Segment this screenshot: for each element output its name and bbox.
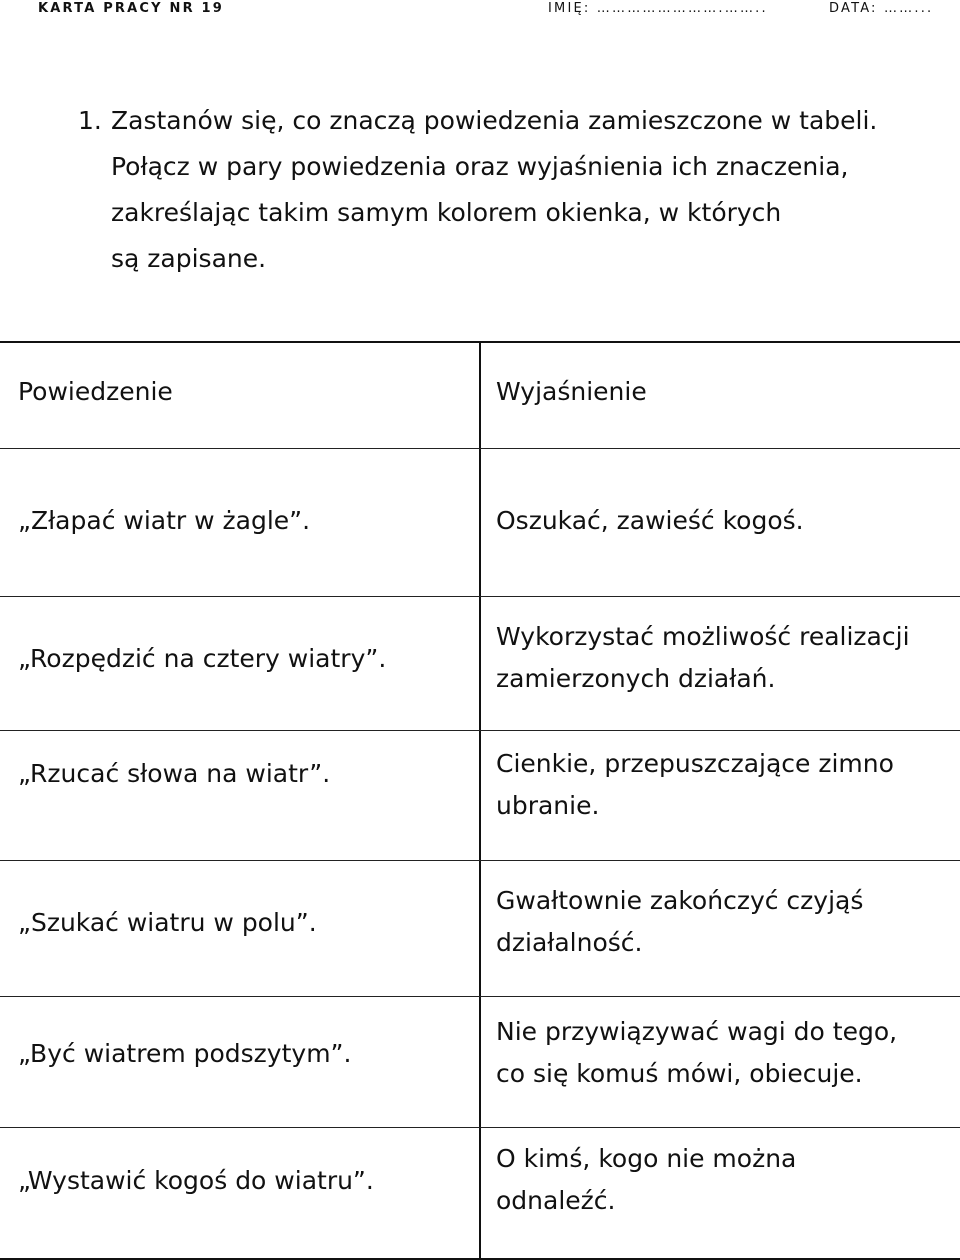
task-number: 1. [78,106,102,135]
saying-cell[interactable] [18,1033,468,1075]
explanation-cell[interactable] [496,743,951,827]
explanation-text: O kimś, kogo nie można [496,1144,797,1173]
saying-text: „Szukać wiatru w polu”. [18,908,317,937]
header-explanation [496,371,951,413]
table-row [0,596,960,731]
explanation-text: Oszukać, zawieść kogoś. [496,506,804,535]
saying-cell[interactable] [18,902,468,944]
saying-cell[interactable] [18,753,468,795]
matching-table [0,341,960,1260]
saying-cell[interactable] [18,638,468,680]
table-row [0,1127,960,1260]
explanation-text: działalność. [496,928,643,957]
table-header-row [0,343,960,449]
saying-text: „Być wiatrem podszytym”. [18,1039,352,1068]
explanation-cell[interactable] [496,616,951,700]
table-row [0,860,960,997]
explanation-text: Cienkie, przepuszczające zimno [496,749,894,778]
task-line: Połącz w pary powiedzenia oraz wyjaśnienia ich znaczenia, [111,152,849,181]
worksheet-header [0,0,960,24]
header-explanation-label: Wyjaśnienie [496,377,647,406]
explanation-cell[interactable] [496,500,951,542]
saying-text: „Złapać wiatr w żagle”. [18,506,311,535]
name-field-label: IMIĘ: …………………….…….. [548,1,768,16]
saying-text: „Rzucać słowa na wiatr”. [18,759,331,788]
saying-cell[interactable] [18,1160,468,1202]
header-saying [18,371,468,413]
date-field-label: DATA: ……... [829,1,934,16]
task-line: Zastanów się, co znaczą powiedzenia zamieszczone w tabeli. [111,106,878,135]
explanation-cell[interactable] [496,880,951,964]
table-row [0,996,960,1128]
worksheet-title: KARTA PRACY NR 19 [38,1,224,16]
explanation-text: co się komuś mówi, obiecuje. [496,1059,863,1088]
table-row [0,730,960,861]
explanation-cell[interactable] [496,1011,951,1095]
explanation-text: Nie przywiązywać wagi do tego, [496,1017,898,1046]
task-line: są zapisane. [111,244,267,273]
explanation-text: odnaleźć. [496,1186,616,1215]
explanation-text: Wykorzystać możliwość realizacji [496,622,910,651]
saying-text: „Rozpędzić na cztery wiatry”. [18,644,387,673]
explanation-text: zamierzonych działań. [496,664,776,693]
header-saying-label: Powiedzenie [18,377,173,406]
saying-text: „Wystawić kogoś do wiatru”. [18,1166,374,1195]
table-row [0,448,960,597]
task-text [111,98,941,282]
task-line: zakreślając takim samym kolorem okienka, w których [111,198,782,227]
explanation-text: ubranie. [496,791,600,820]
explanation-text: Gwałtownie zakończyć czyjąś [496,886,864,915]
explanation-cell[interactable] [496,1138,951,1222]
saying-cell[interactable] [18,500,468,542]
